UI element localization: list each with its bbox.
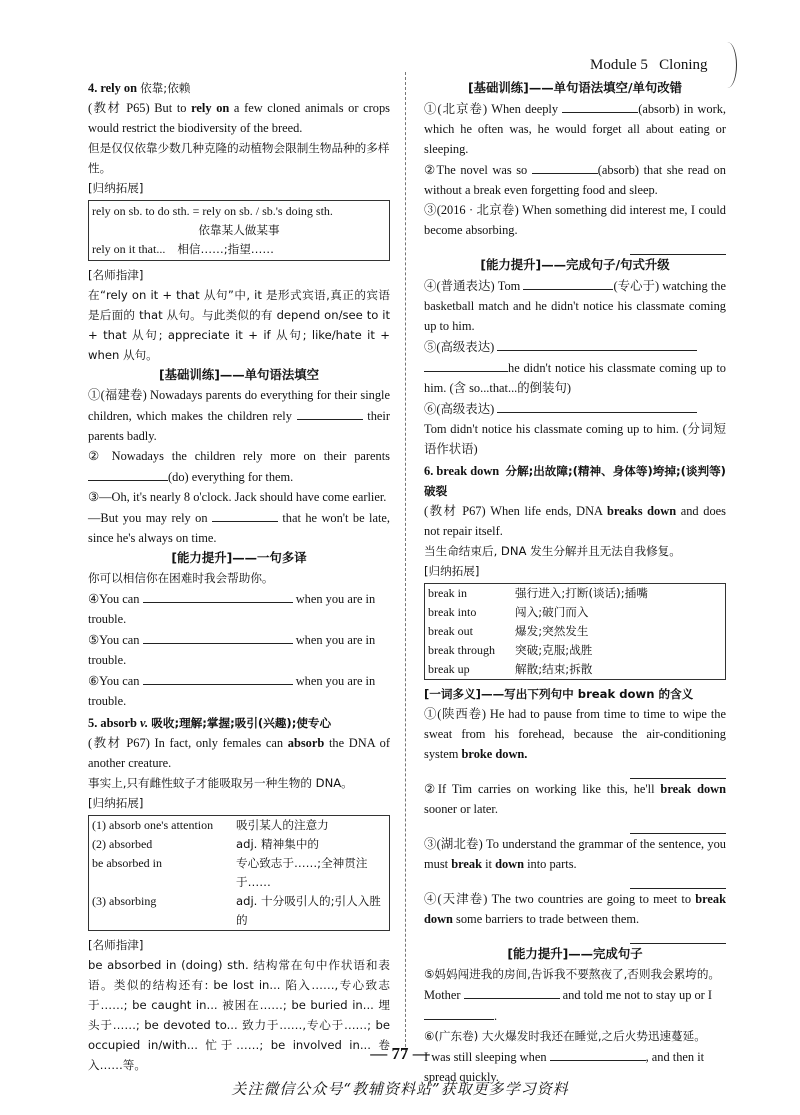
item6-row: break up 解散;结束;拆散 [428, 662, 593, 676]
right-q2: ②The novel was so (absorb) that she read on without a break even forgetting food and sleep. [424, 159, 726, 200]
q6-blank[interactable] [143, 670, 293, 685]
right-q2-blank[interactable] [532, 159, 598, 174]
item6-p3-answer-line[interactable] [630, 874, 726, 889]
right-q5-blank1[interactable] [497, 336, 697, 351]
item5-row: (2) absorbed adj. 精神集中的 [92, 837, 320, 851]
item6-q5-cn: ⑤妈妈闯进我的房间,告诉我不要熬夜了,否则我会累垮的。 [424, 967, 721, 981]
item4-tips-tag: [名师指津] [88, 268, 144, 282]
item4-box-line3: rely on it that... 相信……;指望…… [92, 242, 274, 256]
item5-row: (3) absorbing adj. 十分吸引人的;引人入胜的 [92, 894, 381, 927]
right-q3: ③(2016 · 北京卷) When something did interest me, I could become absorbing. [424, 203, 726, 237]
q3-blank[interactable] [212, 507, 278, 522]
right-q4: ④(普通表达) Tom (专心于) watching the basketball match and he didn't notice his classmate coming up to him. [424, 275, 726, 336]
item6-p1-answer-line[interactable] [630, 764, 726, 779]
right-q6: ⑥(高级表达) Tom didn't notice his classmate coming up to him. (分词短语作状语) [424, 398, 726, 459]
item4-basic-title: [基础训练]——单句语法填空 [158, 367, 319, 382]
item5-expand-tag: [归纳拓展] [88, 796, 144, 810]
item5-row: be absorbed in 专心致志于……;全神贯注于…… [92, 856, 368, 889]
right-q1: ①(北京卷) When deeply (absorb) in work, which he often was, he would forget all about eating or sleeping. [424, 98, 726, 159]
item4-q2: ② Nowadays the children rely more on their parents (do) everything for them. [88, 449, 390, 484]
page-header [590, 52, 750, 78]
item6-p2: ②If Tim carries on working like this, he'll break down sooner or later. [424, 782, 726, 816]
item4-q6: ⑥You can when you are in trouble. [88, 670, 390, 711]
item6-p4-answer-line[interactable] [630, 929, 726, 944]
item4-q1: ①(福建卷) Nowadays parents do everything for their single children, which makes the children rely their parents badly. [88, 388, 390, 443]
item6-p1: ①(陕西卷) He had to pause from time to time to wipe the sweat from his forehead, because the air-conditioning system broke down. [424, 707, 726, 761]
item4-heading: 4. rely on 依靠;依赖 [88, 81, 191, 95]
right-q5-blank2[interactable] [424, 357, 508, 372]
q4-blank[interactable] [143, 588, 293, 603]
item4-translation: 但是仅仅依靠少数几种克隆的动植物会限制生物品种的多样性。 [88, 141, 390, 175]
item6-q6-cn: ⑥(广东卷) 大火爆发时我还在睡觉,之后火势迅速蔓延。 [424, 1029, 706, 1043]
item4-textbook-sentence: (教材 P65) But to rely on a few cloned animals or crops would restrict the biodiversity of the breed. [88, 101, 390, 135]
item6-heading: 6. break down 分解;出故障;(精神、身体等)垮掉;(谈判等)破裂 [424, 464, 726, 498]
item6-expand-box [424, 583, 726, 680]
item5-translation: 事实上,只有雌性蚊子才能吸取另一种生物的 DNA。 [88, 776, 353, 790]
item5-textbook-sentence: (教材 P67) In fact, only females can absorb the DNA of another creature. [88, 736, 390, 770]
q5-blank[interactable] [143, 629, 293, 644]
item6-adv-title: [能力提升]——完成句子 [507, 946, 643, 961]
item6-p3: ③(湖北卷) To understand the grammar of the sentence, you must break it down into parts. [424, 837, 726, 871]
item4-adv-title: [能力提升]——一句多译 [171, 550, 307, 565]
item5-heading: 5. absorb v. 吸收;理解;掌握;吸引(兴趣);使专心 [88, 716, 332, 730]
right-adv-title: [能力提升]——完成句子/句式升级 [480, 257, 670, 272]
item6-poly-title: [一词多义]——写出下列句中 break down 的含义 [424, 687, 694, 701]
left-column [88, 78, 390, 1075]
item4-q4: ④You can when you are in trouble. [88, 588, 390, 629]
right-q6-blank[interactable] [497, 398, 697, 413]
page-number: — 77 — [370, 1044, 430, 1063]
item6-row: break in 强行进入;打断(谈话);插嘴 [428, 586, 648, 600]
module-label: Module 5 [590, 57, 648, 73]
item6-translation: 当生命结束后, DNA 发生分解并且无法自我修复。 [424, 544, 681, 558]
item4-q3: ③—Oh, it's nearly 8 o'clock. Jack should have come earlier. —But you may rely on that he won't be late, since he's always on time. [88, 490, 390, 545]
item4-adv-cn: 你可以相信你在困难时我会帮助你。 [88, 571, 274, 585]
item6-q6: I was still sleeping when , and then it spread quickly. [424, 1046, 726, 1087]
item6-q5-blank2[interactable] [424, 1005, 494, 1020]
item4-box-line1: rely on sb. to do sth. = rely on sb. / sb.'s doing sth. [92, 204, 333, 218]
item6-q5-blank1[interactable] [464, 984, 560, 999]
item6-p4: ④(天津卷) The two countries are going to meet to break down some barriers to trade between them. [424, 892, 726, 926]
right-q1-blank[interactable] [562, 98, 638, 113]
item6-row: break through 突破;克服;战胜 [428, 643, 593, 657]
q2-blank[interactable] [88, 466, 168, 481]
right-q5: ⑤(高级表达) he didn't notice his classmate coming up to him. (含 so...that...的倒装句) [424, 336, 726, 398]
item4-expand-box [88, 200, 390, 261]
item4-tips-text: 在“rely on it + that 从句”中, it 是形式宾语,真正的宾语是后面的 that 从句。与此类似的有 depend on/see to it + that 从句; appreciate it + if 从句; like/hate it + when 从句。 [88, 288, 390, 362]
right-q3-answer-line[interactable] [630, 240, 726, 255]
item6-q5: Mother and told me not to stay up or I . [424, 984, 726, 1026]
footer-handwritten-note: 关注微信公众号“教辅资料站”获取更多学习资料 [231, 1080, 569, 1098]
item6-expand-tag: [归纳拓展] [424, 564, 480, 578]
item5-row: (1) absorb one's attention 吸引某人的注意力 [92, 818, 329, 832]
item4-expand-tag: [归纳拓展] [88, 181, 144, 195]
item5-tips-text: be absorbed in (doing) sth. 结构常在句中作状语和表语。类似的结构还有: be lost in... 陷入……,专心致志于……; be caught in... 被困在……; be buried in... 埋头于……; be devoted to... 致力于……,专心于……; be occupied in/with... 忙于……; be involved in... 卷入……等。 [88, 958, 390, 1072]
item6-row: break into 闯入;破门而入 [428, 605, 589, 619]
right-column [424, 78, 726, 1087]
item4-box-line2: 依靠某人做某事 [198, 223, 280, 237]
right-basic-title: [基础训练]——单句语法填空/单句改错 [467, 80, 683, 95]
item5-expand-box [88, 815, 390, 931]
q1-blank[interactable] [297, 405, 363, 420]
module-title: Cloning [659, 57, 708, 73]
column-divider [405, 72, 406, 1052]
item5-tips-tag: [名师指津] [88, 938, 144, 952]
item6-row: break out 爆发;突然发生 [428, 624, 589, 638]
item6-textbook-sentence: (教材 P67) When life ends, DNA breaks down and does not repair itself. [424, 504, 726, 538]
right-q4-blank[interactable] [523, 275, 613, 290]
item4-q5: ⑤You can when you are in trouble. [88, 629, 390, 670]
item6-p2-answer-line[interactable] [630, 819, 726, 834]
